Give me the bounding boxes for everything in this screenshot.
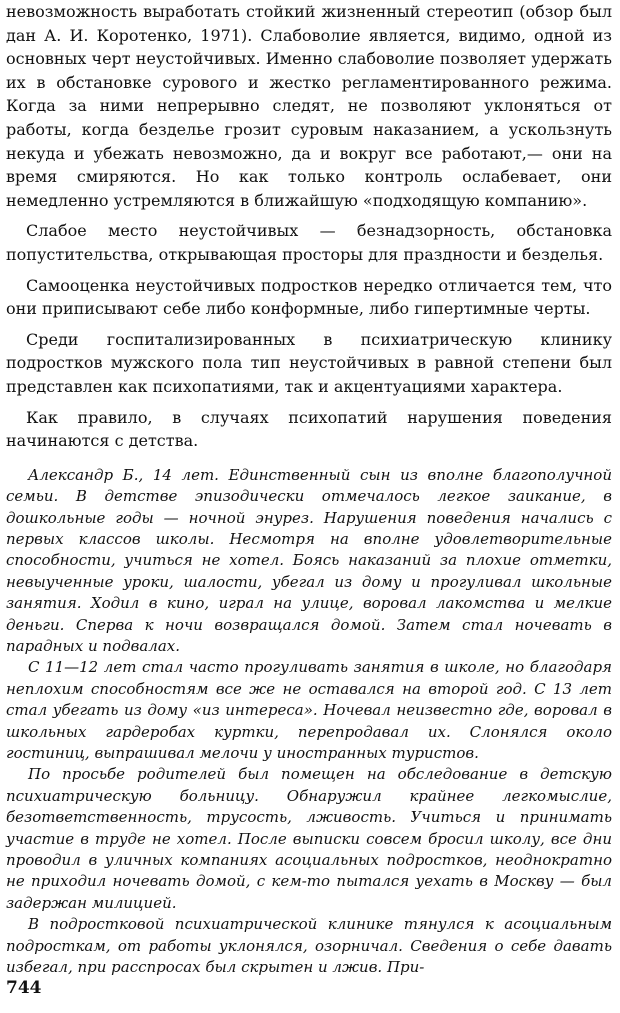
book-page <box>6 0 612 978</box>
case-paragraph-4: В подростковой психиатрической клинике тянулся к асоциальным подросткам, от работы уклонялся, озорничал. Сведения о себе давать избегал, при расспросах был скрытен и лжив. При- <box>6 915 612 977</box>
paragraph-1: невозможность выработать стойкий жизненный стереотип (обзор был дан А. И. Коротенко, 1971). Слабоволие является, видимо, одной из основных черт неустойчивых. Именно слабоволие позволяет удержать их в обстановке сурового и жестко регламентированного режима. Когда за ними непрерывно следят, не позволяют уклоняться от работы, когда безделье грозит суровым наказанием, а ускользнуть некуда и убежать невозможно, да и вокруг все работают,— они на время смиряются. Но как только контроль ослабевает, они немедленно устремляются в ближайшую «подходящую компанию». <box>6 2 612 210</box>
case-study <box>6 465 612 979</box>
paragraph-3: Самооценка неустойчивых подростков нередко отличается тем, что они приписывают себе либо конформные, либо гипертимные черты. <box>6 275 612 319</box>
paragraph-5: Как правило, в случаях психопатий нарушения поведения начинаются с детства. <box>6 407 612 451</box>
main-text <box>6 0 612 453</box>
case-paragraph-3: По просьбе родителей был помещен на обследование в детскую психиатрическую больницу. Обнаружил крайнее легкомыслие, безответственность, трусость, лживость. Учиться и принимать участие в труде не хотел. После выписки совсем бросил школу, все дни проводил в уличных компаниях асоциальных подростков, неоднократно не приходил ночевать домой, с кем-то пытался уехать в Москву — был задержан милицией. <box>6 765 612 912</box>
page-number: 744 <box>6 978 42 998</box>
paragraph-4: Среди госпитализированных в психиатрическую клинику подростков мужского пола тип неустойчивых в равной степени был представлен как психопатиями, так и акцентуациями характера. <box>6 329 612 396</box>
case-paragraph-1: Александр Б., 14 лет. Единственный сын из вполне благополучной семьи. В детстве эпизодически отмечалось легкое заикание, в дошкольные годы — ночной энурез. Нарушения поведения начались с первых классов школы. Несмотря на вполне удовлетворительные способности, учиться не хотел. Боясь наказаний за плохие отметки, невыученные уроки, шалости, убегал из дому и прогуливал школьные занятия. Ходил в кино, играл на улице, воровал лакомства и мелкие деньги. Сперва к ночи возвращался домой. Затем стал ночевать в парадных и подвалах. <box>6 465 612 655</box>
case-paragraph-2: С 11—12 лет стал часто прогуливать занятия в школе, но благодаря неплохим способностям все же не оставался на второй год. С 13 лет стал убегать из дому «из интереса». Ночевал неизвестно где, воровал в школьных гардеробах куртки, перепродавал их. Слонялся около гостиниц, выпрашивал мелочи у иностранных туристов. <box>6 658 612 762</box>
paragraph-2: Слабое место неустойчивых — безнадзорность, обстановка попустительства, открывающая просторы для праздности и безделья. <box>6 221 612 264</box>
